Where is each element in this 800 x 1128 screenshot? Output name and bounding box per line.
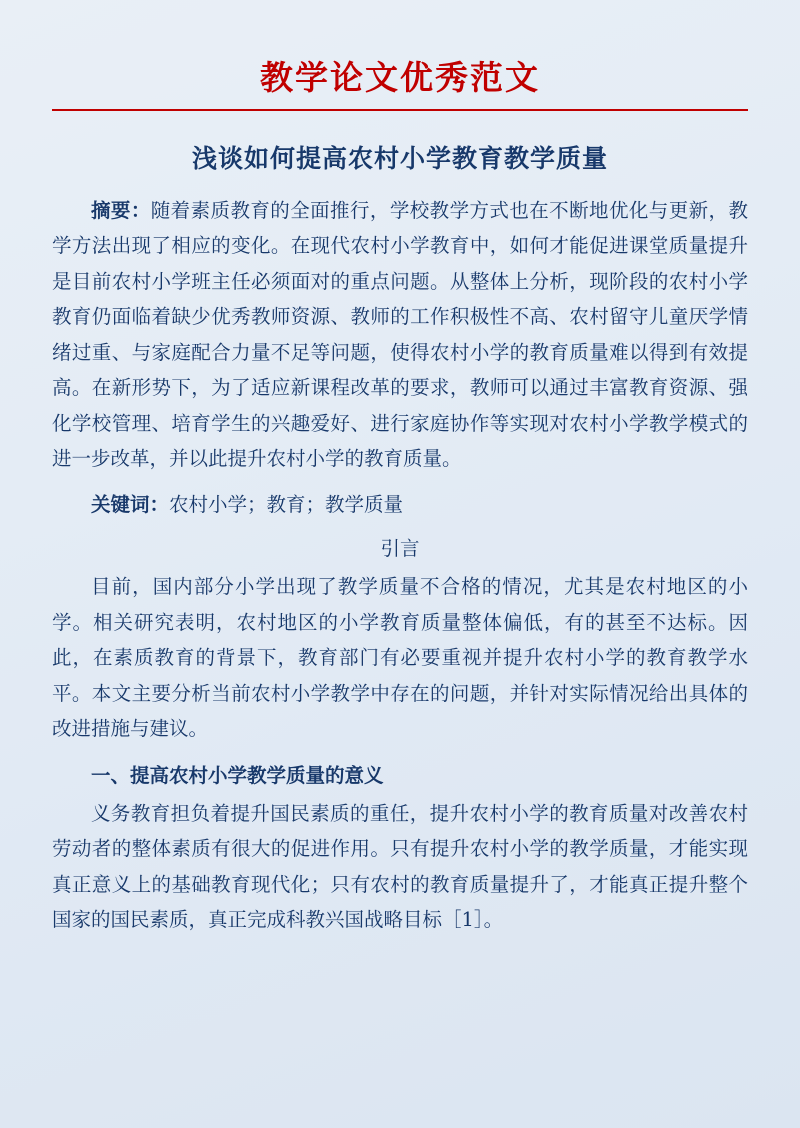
page-title: 浅谈如何提高农村小学教育教学质量 xyxy=(191,144,608,173)
section-one-heading: 一、提高农村小学教学质量的意义 xyxy=(91,763,384,787)
section-one-paragraph: 义务教育担负着提升国民素质的重任，提升农村小学的教育质量对改善农村劳动者的整体素质有很大的促进作用。只有提升农村小学的教学质量，才能实现真正意义上的基础教育现代化；只有农村的教育质量提升了，才能真正提升整个国家的国民素质，真正完成科教兴国战略目标［1］。 xyxy=(52,801,748,932)
keywords-label: 关键词： xyxy=(91,492,170,516)
abstract-label: 摘要： xyxy=(91,199,151,222)
keywords-text: 农村小学；教育；教学质量 xyxy=(169,492,404,516)
intro-heading: 引言 xyxy=(380,537,420,561)
banner-divider xyxy=(52,109,748,111)
abstract-paragraph xyxy=(52,193,748,477)
banner-title: 教学论文优秀范文 xyxy=(260,58,540,97)
keywords-paragraph xyxy=(52,487,748,522)
abstract-text: 随着素质教育的全面推行，学校教学方式也在不断地优化与更新，教学方法出现了相应的变化。在现代农村小学教育中，如何才能促进课堂质量提升是目前农村小学班主任必须面对的重点问题。从整体上分析，现阶段的农村小学教育仍面临着缺少优秀教师资源、教师的工作积极性不高、农村留守儿童厌学情绪过重、与家庭配合力量不足等问题，使得农村小学的教育质量难以得到有效提高。在新形势下，为了适应新课程改革的要求，教师可以通过丰富教育资源、强化学校管理、培育学生的兴趣爱好、进行家庭协作等实现对农村小学教学模式的进一步改革，并以此提升农村小学的教育质量。 xyxy=(52,199,748,471)
intro-paragraph: 目前，国内部分小学出现了教学质量不合格的情况，尤其是农村地区的小学。相关研究表明，农村地区的小学教育质量整体偏低，有的甚至不达标。因此，在素质教育的背景下，教育部门有必要重视并提升农村小学的教育教学水平。本文主要分析当前农村小学教学中存在的问题，并针对实际情况给出具体的改进措施与建议。 xyxy=(52,575,748,741)
